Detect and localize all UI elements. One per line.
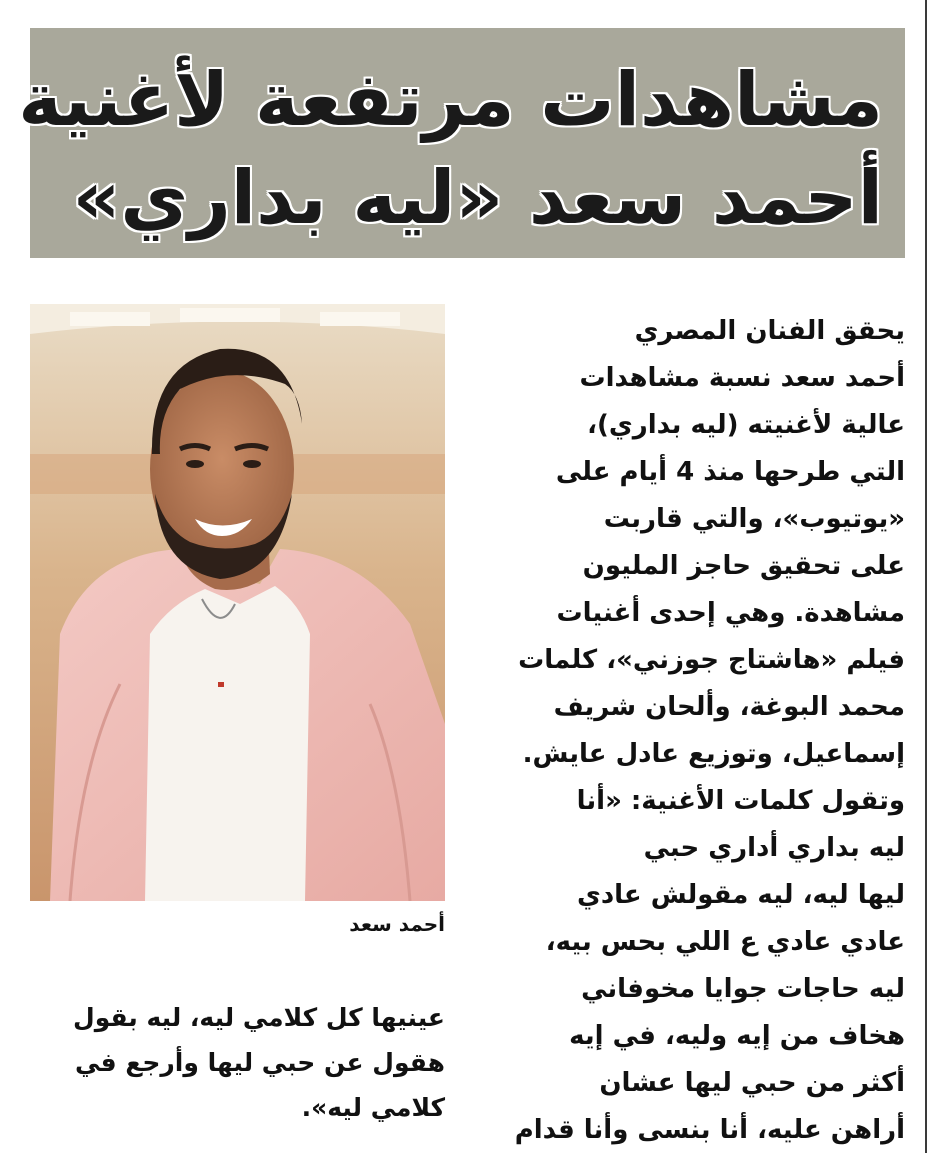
text-line: كلامي ليه».: [301, 1093, 445, 1122]
text-line: محمد البوغة، وألحان شريف: [553, 692, 905, 722]
text-line: أراهن عليه، أنا بنسى وأنا قدام: [514, 1115, 905, 1145]
headline-box: [18, 28, 905, 258]
article-body-right-column: [485, 308, 905, 1154]
text-line: ليه حاجات جوايا مخوفاني: [581, 974, 905, 1004]
text-line: ليها ليه، ليه مقولش عادي: [577, 880, 905, 910]
text-line: على تحقيق حاجز المليون: [582, 551, 905, 581]
text-line: فيلم «هاشتاج جوزني»، كلمات: [518, 645, 905, 675]
text-line: التي طرحها منذ 4 أيام على: [555, 457, 905, 487]
text-line: إسماعيل، وتوزيع عادل عايش.: [522, 739, 905, 769]
text-line: عالية لأغنيته (ليه بداري)،: [587, 410, 905, 440]
text-line: ليه بداري أداري حبي: [643, 833, 905, 863]
text-line: أكثر من حبي ليها عشان: [599, 1068, 905, 1098]
text-line: وتقول كلمات الأغنية: «أنا: [576, 786, 905, 816]
text-line: يحقق الفنان المصري: [634, 316, 905, 346]
text-line: عينيها كل كلامي ليه، ليه بقول: [73, 1003, 445, 1032]
headline-line-2: أحمد سعد «ليه بداري»: [72, 155, 883, 241]
text-line: عادي عادي ع اللي بحس بيه،: [545, 927, 905, 957]
photo-caption: أحمد سعد: [349, 912, 445, 936]
text-line: هقول عن حبي ليها وأرجع في: [74, 1048, 445, 1077]
text-line: مشاهدة. وهي إحدى أغنيات: [556, 598, 905, 628]
text-line: هخاف من إيه وليه، في إيه: [569, 1021, 905, 1051]
article-photo: [30, 304, 445, 901]
headline-line-1: مشاهدات مرتفعة لأغنية: [18, 57, 883, 143]
article-body-left-column: [30, 995, 445, 1130]
column-divider: [925, 0, 927, 1153]
text-line: أحمد سعد نسبة مشاهدات: [579, 363, 905, 393]
text-line: «يوتيوب»، والتي قاربت: [603, 504, 905, 534]
